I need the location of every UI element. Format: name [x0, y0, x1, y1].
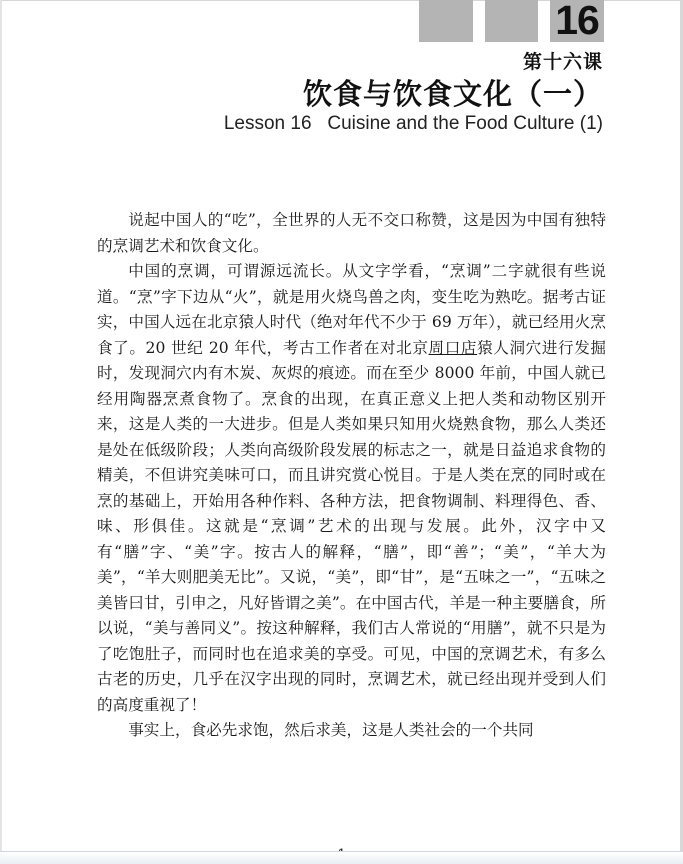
paragraph-text: 猿人洞穴进行发掘时，发现洞穴内有木炭、灰烬的痕迹。而在至少 8000 年前，中国人就已经用陶器烹煮食物了。烹食的出现，在真正意义上把人类和动物区别开来，这是人类的一大进步。但是人类如果只知用火烧熟食物，那么人类还是处在低级阶段；人类向高级阶段发展的标志之一，就是日益追求食物的精美，不但讲究美味可口，而且讲究赏心悦目。于是人类在烹的同时或在烹的基础上，开始用各种作料、各种方法，把食物调制、料理得色、香、味、形俱佳。这就是“烹调”艺术的出现与发展。此外，汉字中又有“膳”字、“美”字。按古人的解释，“膳”，即“善”；“美”，“羊大为美”，“羊大则肥美无比”。又说，“美”，即“甘”，是“五味之一”，“五味之美皆曰甘，引申之，凡好皆谓之美”。在中国古代，羊是一种主要膳食，所以说，“美与善同义”。按这种解释，我们古人常说的“用膳”，就不只是为了吃饱肚子，而同时也在追求美的享受。可见，中国的烹调艺术，有多么古老的历史，几乎在汉字出现的同时，烹调艺术，就已经出现并受到人们的高度重视了！ [97, 338, 606, 714]
header-decor-block [485, 0, 538, 42]
paragraph: 事实上，食必先求饱，然后求美，这是人类社会的一个共同 [128, 721, 534, 739]
paragraph [97, 259, 606, 718]
lesson-number: 16 [555, 0, 599, 43]
page-subtitle-en: Lesson 16 Cuisine and the Food Culture (1) [223, 113, 603, 134]
page-title: 饮食与饮食文化（一） [302, 77, 603, 111]
lesson-label: 第十六课 [522, 51, 603, 73]
header-decor-block [419, 0, 473, 42]
lesson-text [97, 208, 606, 744]
page-frame-left [0, 0, 2, 864]
paragraph: 说起中国人的“吃”，全世界的人无不交口称赞，这是因为中国有独特的烹调艺术和饮食文化。 [97, 211, 606, 255]
underlined-term: 周口店 [428, 338, 478, 357]
paragraph-text: 中国的烹调，可谓源远流长。从文字学看，“烹调”二字就很有些说道。“烹”字下边从“火”，就是用火烧鸟兽之肉，变生吃为熟吃。据考古证实，中国人远在北京猿人时代（绝对年代不少于 69 万年），就已经用火烹食了。20 世纪 20 年代，考古工作者在对北京 [97, 262, 606, 357]
viewer-bottom-bar [0, 851, 683, 864]
